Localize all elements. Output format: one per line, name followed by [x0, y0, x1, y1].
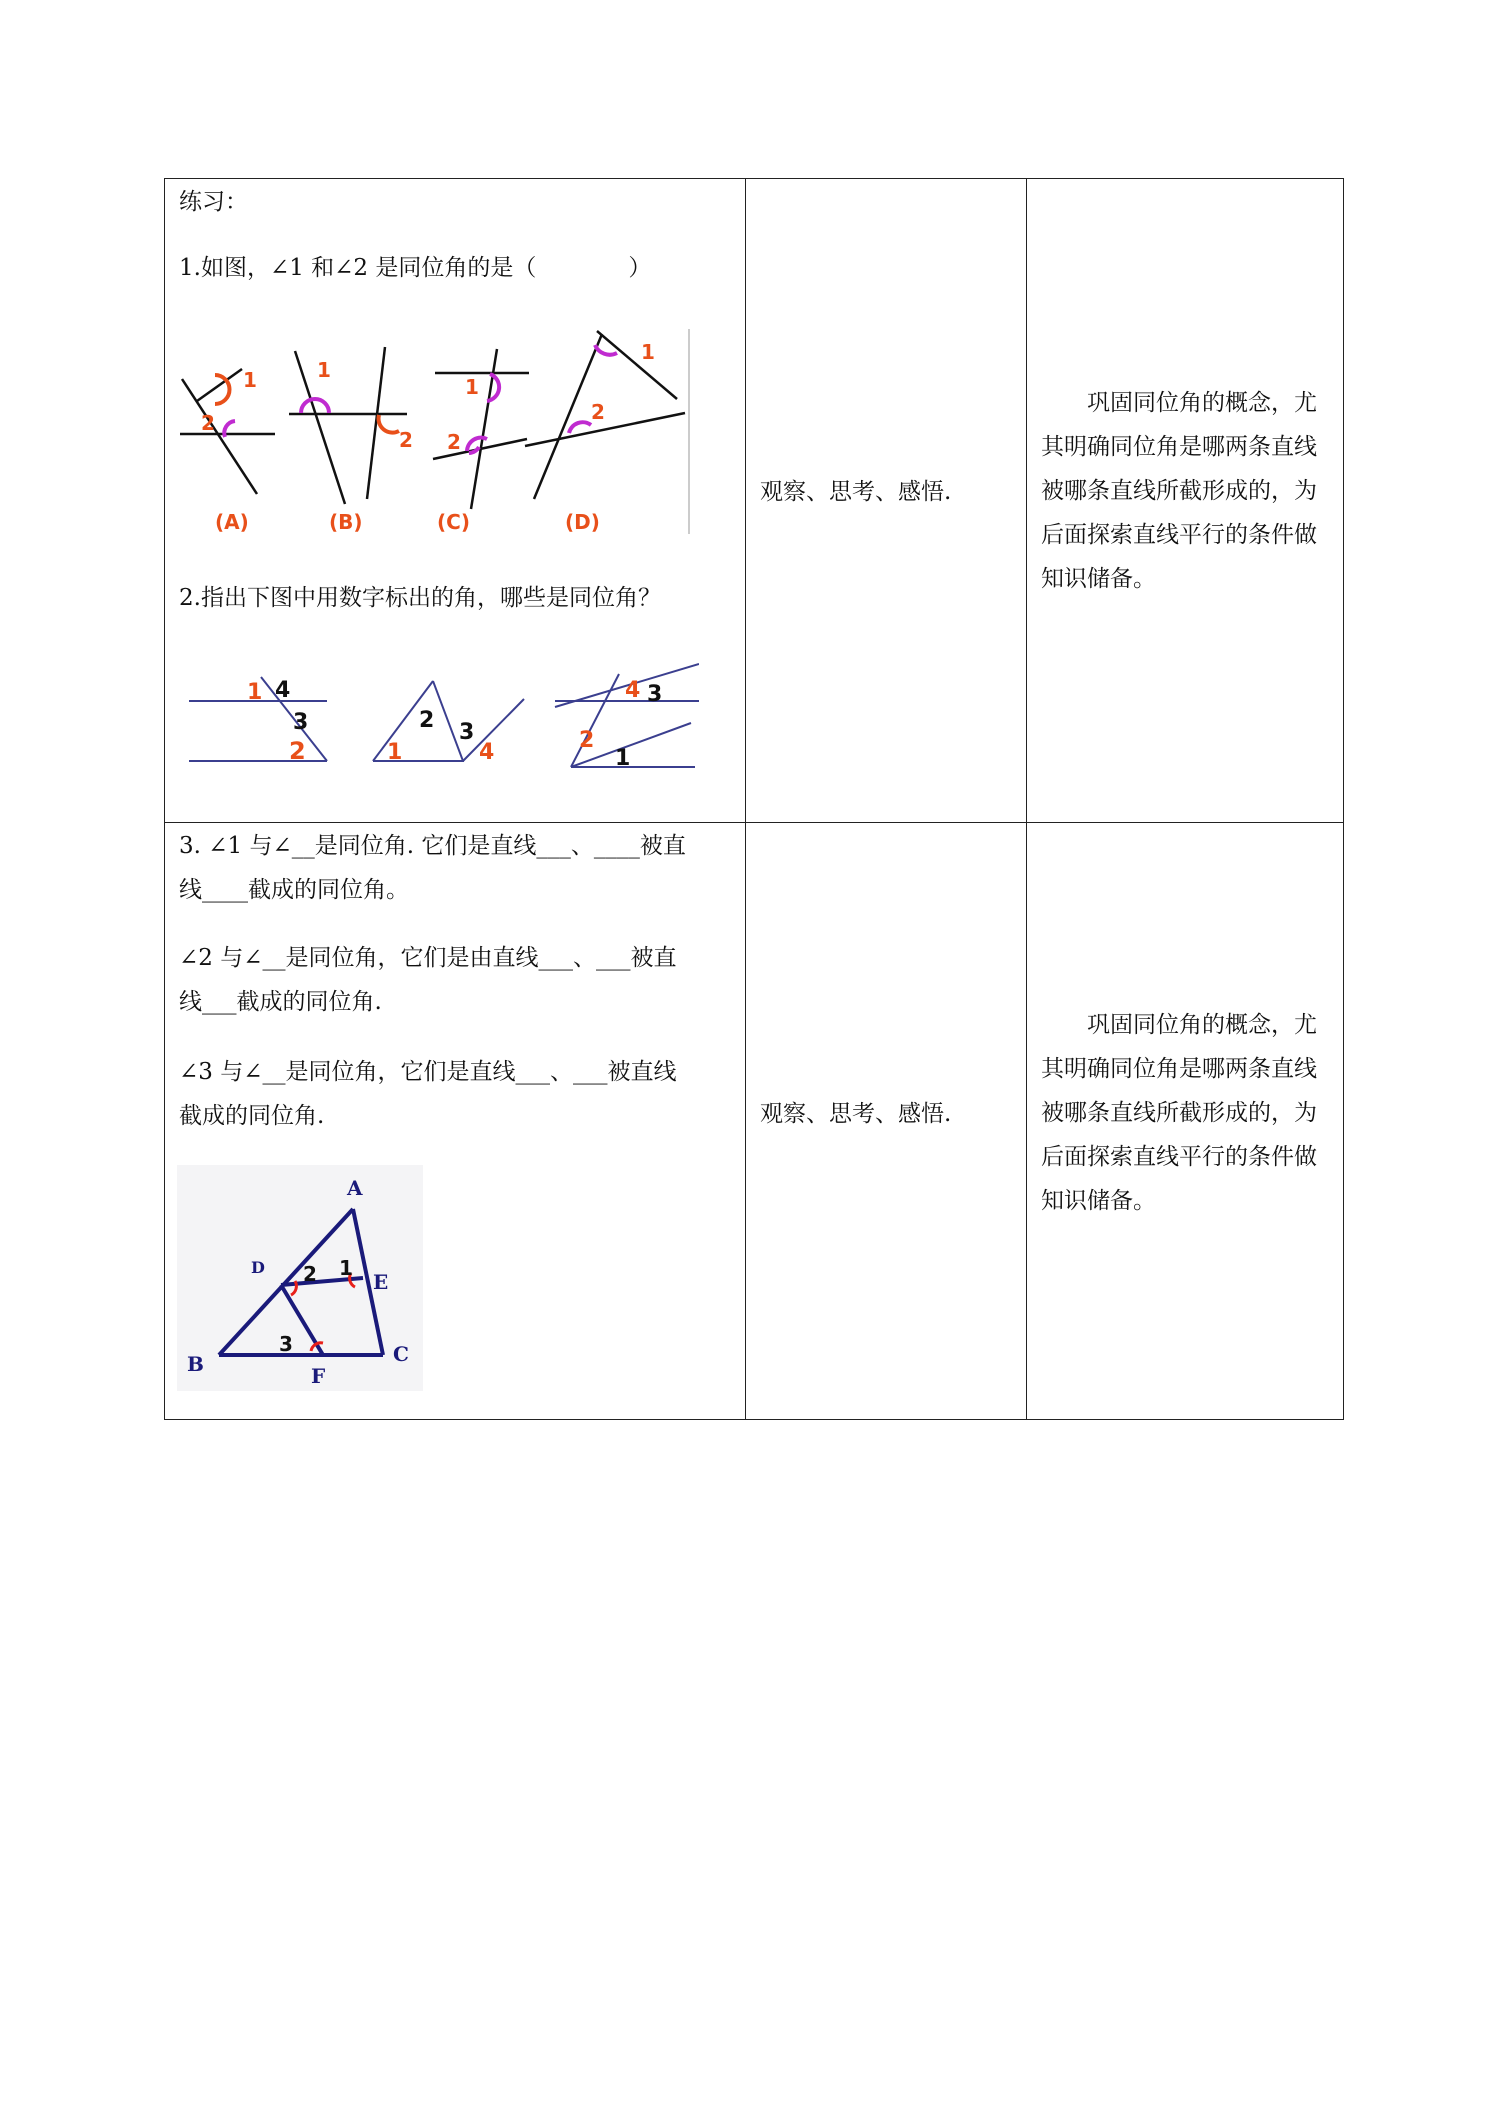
figure-d-caption: (D) [565, 510, 600, 534]
figure-a [180, 369, 275, 494]
figure-d-angle-1: 1 [641, 340, 655, 364]
question-1: 1.如图，∠1 和∠2 是同位角的是（ ） [179, 255, 652, 281]
point-e: E [373, 1270, 389, 1294]
figure-c [433, 349, 529, 509]
q2-fig2-label-1: 1 [387, 740, 403, 765]
figure-d [525, 331, 685, 499]
table-row [165, 179, 1344, 823]
q2-fig1-label-1: 1 [247, 680, 263, 705]
figure-c-angle-2: 2 [447, 430, 461, 454]
purpose-cell [1027, 179, 1344, 823]
q2-fig2-label-3: 3 [459, 720, 475, 745]
q3-line-5: ∠3 与∠__是同位角，它们是直线___、___被直线 [179, 1059, 677, 1085]
figure-b-angle-2: 2 [399, 428, 413, 452]
figure-a-caption: (A) [215, 510, 249, 534]
point-c: C [393, 1342, 409, 1366]
purpose-text: 巩固同位角的概念，尤其明确同位角是哪两条直线被哪条直线所截形成的，为后面探索直线平行的条件做知识储备。 [1041, 390, 1317, 592]
activity-cell [746, 179, 1027, 823]
q2-figures [179, 659, 699, 789]
figure-b-caption: (B) [329, 510, 363, 534]
q3-line-6: 截成的同位角. [179, 1103, 325, 1129]
figure-d-angle-2: 2 [591, 400, 605, 424]
lesson-table [164, 178, 1344, 1420]
point-b: B [187, 1352, 204, 1376]
angle-2-label: 2 [303, 1262, 317, 1286]
point-d: D [251, 1258, 265, 1277]
figure-b-angle-1: 1 [317, 358, 331, 382]
figure-c-angle-1: 1 [465, 375, 479, 399]
purpose-cell [1027, 823, 1344, 1420]
q3-line-3: ∠2 与∠__是同位角，它们是由直线___、___被直 [179, 945, 677, 971]
q3-line-1: 3. ∠1 与∠__是同位角. 它们是直线___、____被直 [179, 833, 686, 859]
q2-fig1-label-4: 4 [275, 678, 291, 703]
point-f: F [311, 1364, 326, 1388]
point-a: A [347, 1176, 363, 1200]
purpose-text: 巩固同位角的概念，尤其明确同位角是哪两条直线被哪条直线所截形成的，为后面探索直线平行的条件做知识储备。 [1041, 1012, 1317, 1214]
q2-fig3-label-2: 2 [579, 728, 595, 753]
exercise-cell [165, 823, 746, 1420]
q1-figures [177, 329, 697, 544]
angle-1-label: 1 [339, 1256, 353, 1280]
q3-line-4: 线___截成的同位角. [179, 989, 382, 1015]
figure-a-angle-2: 2 [201, 411, 215, 435]
angle-3-label: 3 [279, 1332, 293, 1356]
triangle-figure [177, 1165, 423, 1391]
q2-fig3-label-4: 4 [625, 678, 641, 703]
exercise-cell [165, 179, 746, 823]
q2-fig2-label-2: 2 [419, 708, 435, 733]
figure-b [289, 347, 407, 504]
question-2: 2.指出下图中用数字标出的角，哪些是同位角？ [179, 585, 661, 611]
q2-fig2-label-4: 4 [479, 740, 495, 765]
activity-text: 观察、思考、感悟. [760, 1101, 952, 1127]
figure-c-caption: (C) [437, 510, 470, 534]
activity-cell [746, 823, 1027, 1420]
practice-heading: 练习： [179, 189, 248, 215]
table-row [165, 823, 1344, 1420]
activity-text: 观察、思考、感悟. [760, 479, 952, 505]
figure-a-angle-1: 1 [243, 368, 257, 392]
q2-fig1-label-2: 2 [289, 737, 306, 765]
q2-fig3-label-1: 1 [615, 746, 631, 771]
q2-fig3-label-3: 3 [647, 682, 663, 707]
q3-line-2: 线____截成的同位角。 [179, 877, 409, 903]
q2-fig1-label-3: 3 [293, 710, 309, 735]
